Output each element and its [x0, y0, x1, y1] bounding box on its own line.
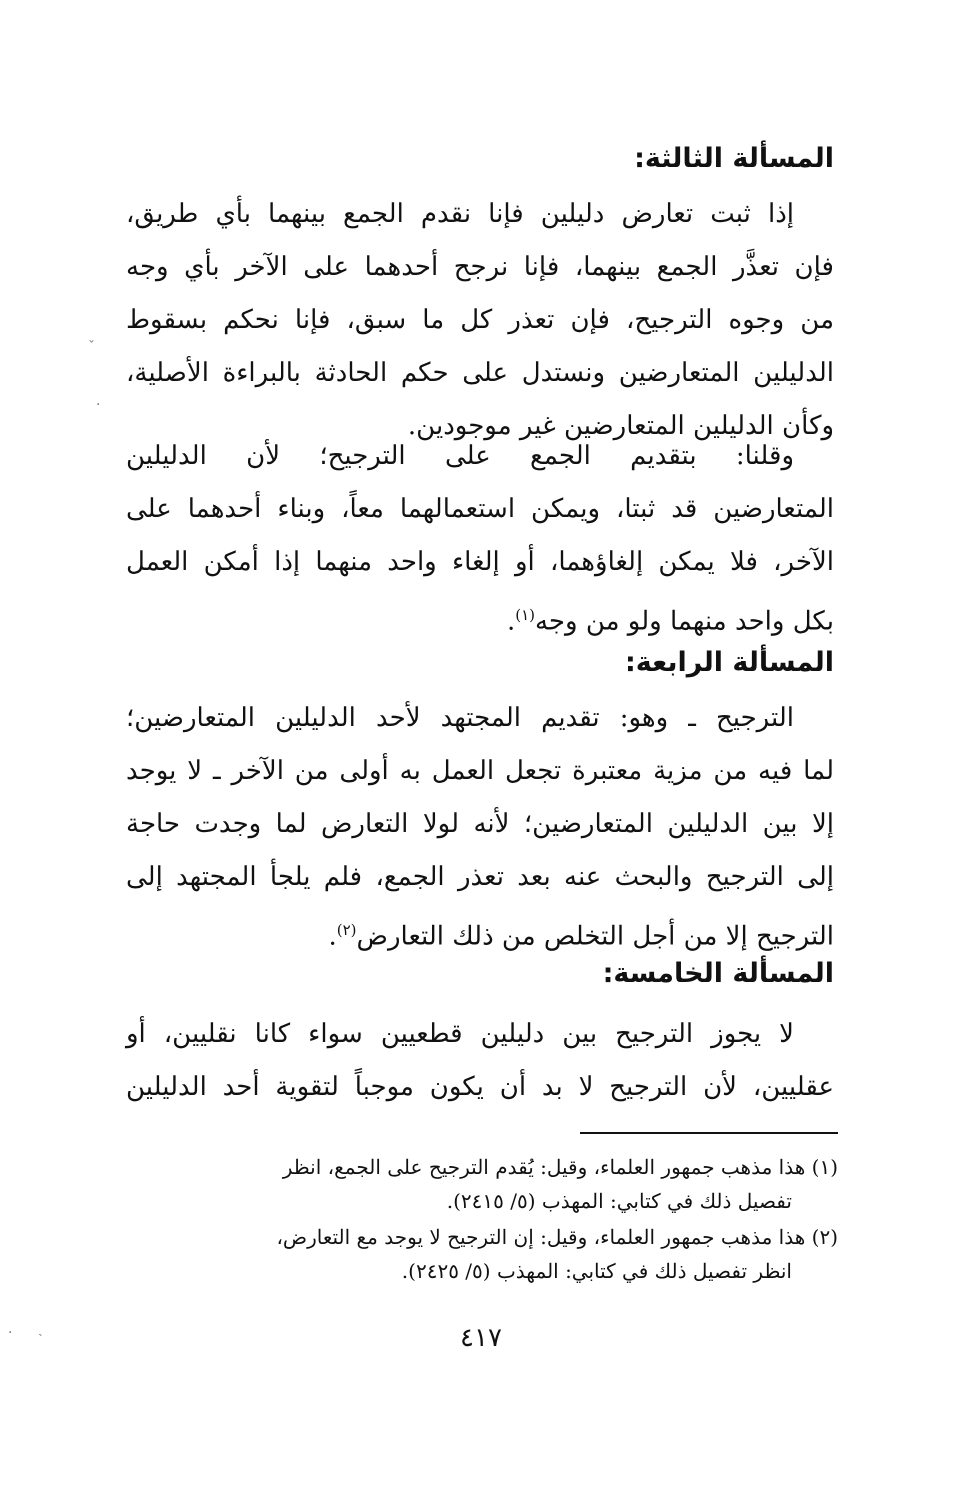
text-line: إذا ثبت تعارض دليلين فإنا نقدم الجمع بينهما بأي طريق،	[126, 199, 794, 229]
scan-speck: ˇ	[88, 339, 95, 355]
footnote-line	[124, 1220, 838, 1254]
footnote-text: هذا مذهب جمهور العلماء، وقيل: يُقدم الترجيح على الجمع، انظر	[282, 1155, 806, 1179]
scan-speck: ·	[96, 397, 101, 413]
footnote-number: (١)	[811, 1155, 838, 1179]
footnote-line	[124, 1150, 838, 1184]
section-heading-4: المسألة الرابعة:	[624, 647, 834, 678]
scan-speck: ˎ	[38, 1321, 43, 1337]
scan-speck: ·	[8, 1325, 13, 1341]
sentence-end: .	[506, 606, 516, 637]
footnote-number: (٢)	[811, 1225, 838, 1249]
text-line	[126, 904, 834, 964]
footnote-line: انظر تفصيل ذلك في كتابي: المهذب (٥/ ٢٤٢٥).	[401, 1259, 792, 1283]
section-heading-5: المسألة الخامسة:	[602, 958, 834, 989]
text-line-content: الترجيح إلا من أجل التخلص من ذلك التعارض	[356, 921, 834, 952]
text-line	[126, 589, 834, 649]
text-line: إلا بين الدليلين المتعارضين؛ لأنه لولا التعارض لما وجدت حاجة	[126, 809, 834, 839]
footnote-line: تفصيل ذلك في كتابي: المهذب (٥/ ٢٤١٥).	[446, 1189, 792, 1213]
text-line: الآخر، فلا يمكن إلغاؤهما، أو إلغاء واحد منهما إذا أمكن العمل	[126, 547, 834, 577]
footnote-divider	[580, 1132, 838, 1134]
sentence-end: .	[328, 921, 337, 952]
paragraph-5-1	[126, 1008, 834, 1114]
page-number: ٤١٧	[460, 1323, 502, 1353]
footnote-ref-1[interactable]: (١)	[515, 606, 535, 624]
footnote-ref-2[interactable]: (٢)	[336, 921, 357, 939]
paragraph-3-1	[126, 188, 834, 453]
text-line: لما فيه من مزية معتبرة تجعل العمل به أولى من الآخر ـ لا يوجد	[126, 756, 834, 786]
text-line: وكأن الدليلين المتعارضين غير موجودين.	[407, 411, 834, 441]
text-line: من وجوه الترجيح، فإن تعذر كل ما سبق، فإنا نحكم بسقوط	[126, 305, 834, 335]
footnote-2	[124, 1220, 838, 1288]
text-line: الدليلين المتعارضين ونستدل على حكم الحادثة بالبراءة الأصلية،	[126, 358, 834, 388]
text-line: عقليين، لأن الترجيح لا بد أن يكون موجباً لتقوية أحد الدليلين	[126, 1072, 834, 1102]
paragraph-3-2	[126, 430, 834, 649]
text-line-content: بكل واحد منهما ولو من وجه	[534, 606, 834, 637]
text-line: المتعارضين قد ثبتا، ويمكن استعمالهما معاً، وبناء أحدهما على	[126, 494, 834, 524]
paragraph-4-1	[126, 692, 834, 964]
text-line: فإن تعذَّر الجمع بينهما، فإنا نرجح أحدهما على الآخر بأي وجه	[126, 252, 834, 282]
text-line: الترجيح ـ وهو: تقديم المجتهد لأحد الدليلين المتعارضين؛	[126, 703, 794, 733]
text-line: وقلنا: بتقديم الجمع على الترجيح؛ لأن الدليلين	[126, 441, 794, 471]
text-line: لا يجوز الترجيح بين دليلين قطعيين سواء كانا نقليين، أو	[126, 1019, 794, 1049]
footnote-text: هذا مذهب جمهور العلماء، وقيل: إن الترجيح لا يوجد مع التعارض،	[276, 1225, 806, 1249]
footnote-1	[124, 1150, 838, 1218]
section-heading-3: المسألة الثالثة:	[634, 143, 834, 174]
text-line: إلى الترجيح والبحث عنه بعد تعذر الجمع، فلم يلجأ المجتهد إلى	[126, 862, 834, 892]
